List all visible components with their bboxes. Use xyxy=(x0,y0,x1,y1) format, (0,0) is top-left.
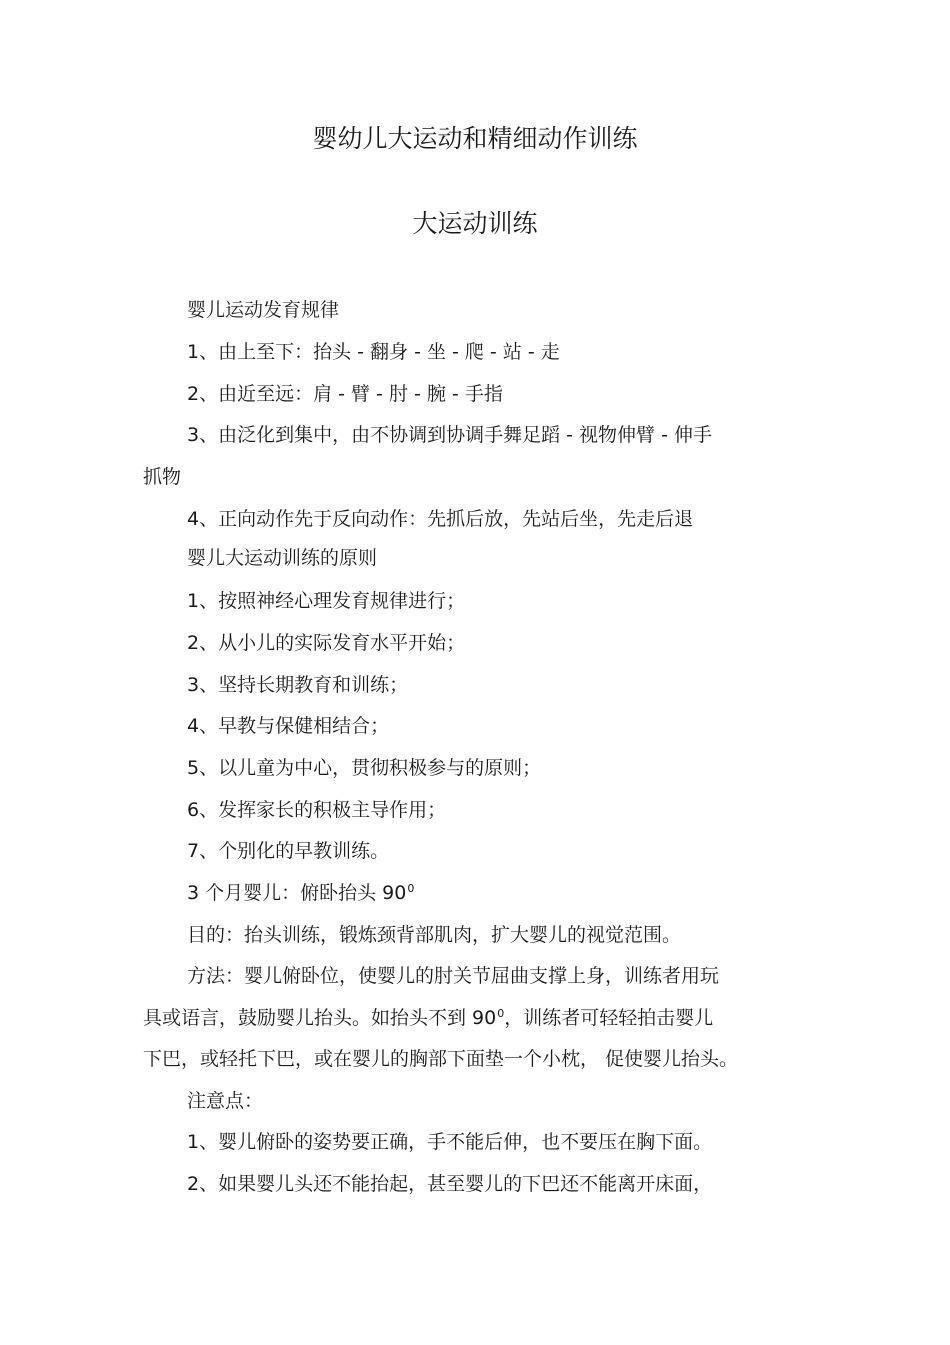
paragraph-line: 2、由近至远：肩 - 臂 - 肘 - 腕 - 手指 xyxy=(187,383,503,405)
paragraph-line xyxy=(187,880,414,906)
document-title: 婴幼儿大运动和精细动作训练 xyxy=(312,124,638,153)
line-text: 具或语言，鼓励婴儿抬头。如抬头不到 90 xyxy=(143,1007,497,1029)
paragraph-line: 婴儿大运动训练的原则 xyxy=(187,547,378,569)
paragraph-line: 6、发挥家长的积极主导作用； xyxy=(187,799,447,821)
paragraph-line: 注意点： xyxy=(187,1090,264,1112)
paragraph-line: 3、由泛化到集中，由不协调到协调手舞足蹈 - 视物伸臂 - 伸手 xyxy=(187,424,712,446)
paragraph-line: 5、以儿童为中心，贯彻积极参与的原则； xyxy=(187,757,542,779)
paragraph-line: 抓物 xyxy=(143,466,182,488)
paragraph-line: 下巴，或轻托下巴，或在婴儿的胸部下面垫一个小枕， 促使婴儿抬头。 xyxy=(143,1048,739,1070)
paragraph-line xyxy=(143,1005,713,1031)
degree-mark: 0 xyxy=(407,881,415,895)
paragraph-line: 1、按照神经心理发育规律进行； xyxy=(187,590,466,612)
paragraph-line: 3、坚持长期教育和训练； xyxy=(187,674,409,696)
paragraph-line: 7、个别化的早教训练。 xyxy=(187,840,390,862)
paragraph-line: 1、由上至下：抬头 - 翻身 - 坐 - 爬 - 站 - 走 xyxy=(187,341,560,363)
paragraph-line: 4、正向动作先于反向动作：先抓后放，先站后坐，先走后退 xyxy=(187,508,694,530)
paragraph-line: 4、早教与保健相结合； xyxy=(187,715,390,737)
paragraph-line: 1、婴儿俯卧的姿势要正确，手不能后伸，也不要压在胸下面。 xyxy=(187,1131,713,1153)
degree-mark: 0 xyxy=(497,1006,505,1020)
paragraph-line: 婴儿运动发育规律 xyxy=(187,299,340,321)
line-text: 3 个月婴儿：俯卧抬头 90 xyxy=(187,882,407,904)
paragraph-line: 2、从小儿的实际发育水平开始； xyxy=(187,632,466,654)
paragraph-line: 目的：抬头训练，锻炼颈背部肌肉，扩大婴儿的视觉范围。 xyxy=(187,924,682,946)
paragraph-line: 2、如果婴儿头还不能抬起，甚至婴儿的下巴还不能离开床面， xyxy=(187,1173,713,1195)
line-text: ，训练者可轻轻拍击婴儿 xyxy=(504,1007,714,1029)
paragraph-line: 方法：婴儿俯卧位，使婴儿的肘关节屈曲支撑上身，训练者用玩 xyxy=(187,965,720,987)
section-title: 大运动训练 xyxy=(412,209,538,238)
